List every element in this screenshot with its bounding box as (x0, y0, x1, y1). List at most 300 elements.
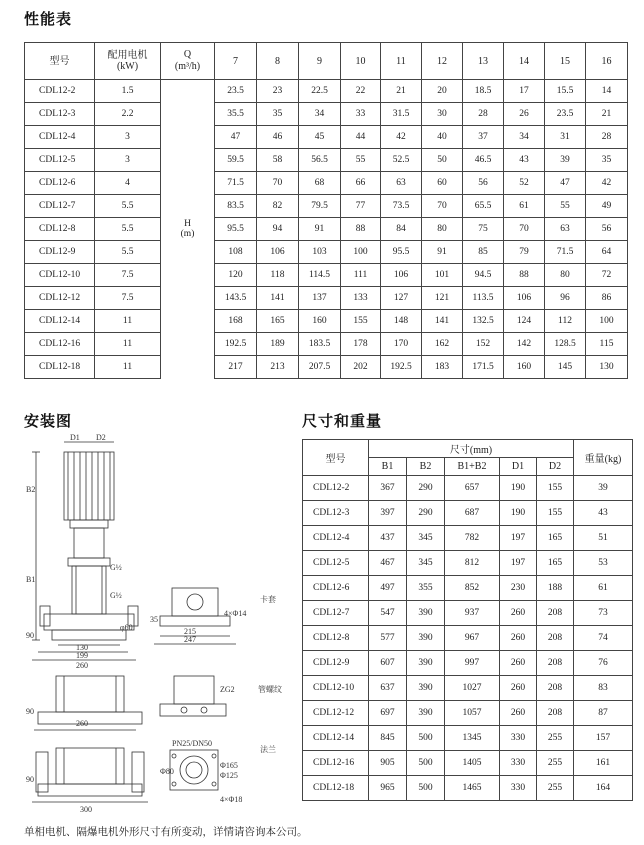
cell-head: 80 (545, 264, 586, 287)
dim-cell-weight: 74 (574, 626, 633, 651)
cell-power: 5.5 (95, 241, 161, 264)
cell-power: 1.5 (95, 80, 161, 103)
flow-header: 13 (463, 43, 504, 80)
dim-cell-value: 782 (445, 526, 500, 551)
dim-cell-value: 1345 (445, 726, 500, 751)
cell-head: 112 (545, 310, 586, 333)
header-flow (161, 43, 215, 80)
cell-head: 46.5 (463, 149, 504, 172)
header-model: 型号 (25, 43, 95, 80)
label-d2: D2 (96, 433, 106, 442)
cell-head: 111 (341, 264, 381, 287)
cell-head: 71.5 (215, 172, 257, 195)
thread-pump-view (56, 676, 124, 712)
dim-cell-value: 390 (407, 701, 445, 726)
dimensions-row (303, 776, 633, 801)
dim-cell-value: 1027 (445, 676, 500, 701)
dim-cell-weight: 87 (574, 701, 633, 726)
cell-power: 11 (95, 310, 161, 333)
cell-head: 94 (257, 218, 299, 241)
dim-cell-weight: 76 (574, 651, 633, 676)
dimensions-row (303, 701, 633, 726)
dimensions-row (303, 576, 633, 601)
flow-header: 15 (545, 43, 586, 80)
cell-head: 160 (504, 356, 545, 379)
pump-stages (72, 566, 106, 614)
dimensions-row (303, 501, 633, 526)
cell-head: 142 (504, 333, 545, 356)
label-phi125: Φ125 (220, 771, 238, 780)
dim-cell-model: CDL12-14 (303, 726, 369, 751)
dim-cell-value: 260 (500, 701, 537, 726)
dim-cell-value: 165 (537, 526, 574, 551)
cell-head: 189 (257, 333, 299, 356)
cell-head: 106 (381, 264, 422, 287)
cell-head: 23 (257, 80, 299, 103)
cell-power: 11 (95, 356, 161, 379)
label-260: 260 (76, 661, 88, 670)
dim-cell-value: 330 (500, 776, 537, 801)
label-300: 300 (80, 805, 92, 814)
label-zg2: ZG2 (220, 685, 235, 694)
cell-head: 60 (422, 172, 463, 195)
cell-head: 137 (299, 287, 341, 310)
cell-head: 114.5 (299, 264, 341, 287)
dim-cell-value: 500 (407, 726, 445, 751)
cell-head: 63 (381, 172, 422, 195)
cell-head: 49 (586, 195, 628, 218)
cell-head: 17 (504, 80, 545, 103)
installation-title: 安装图 (24, 412, 73, 430)
performance-row (25, 264, 628, 287)
performance-title: 性能表 (24, 10, 73, 28)
dim-cell-value: 500 (407, 751, 445, 776)
cell-head: 47 (545, 172, 586, 195)
cell-head: 35 (586, 149, 628, 172)
label-thread: 管螺纹 (258, 685, 282, 694)
cell-model: CDL12-12 (25, 287, 95, 310)
cell-head: 42 (586, 172, 628, 195)
dim-cell-value: 607 (369, 651, 407, 676)
cell-head: 64 (586, 241, 628, 264)
dim-header-model: 型号 (303, 440, 369, 476)
header-motor-unit: (kW) (116, 61, 139, 72)
cell-power: 7.5 (95, 264, 161, 287)
installation-drawing (24, 430, 294, 815)
label-130: 130 (76, 643, 88, 652)
cell-head: 178 (341, 333, 381, 356)
flow-header: 14 (504, 43, 545, 80)
dim-cell-model: CDL12-7 (303, 601, 369, 626)
cell-head: 94.5 (463, 264, 504, 287)
dim-col-header: D1 (500, 458, 537, 476)
cell-head: 73.5 (381, 195, 422, 218)
cell-model: CDL12-2 (25, 80, 95, 103)
cell-model: CDL12-10 (25, 264, 95, 287)
dim-cell-value: 345 (407, 526, 445, 551)
cell-head: 18.5 (463, 80, 504, 103)
cell-head: 40 (422, 126, 463, 149)
cell-model: CDL12-5 (25, 149, 95, 172)
pump-coupling (74, 528, 104, 558)
dim-cell-value: 397 (369, 501, 407, 526)
dimensions-row (303, 601, 633, 626)
performance-row (25, 333, 628, 356)
cell-head: 72 (586, 264, 628, 287)
dim-cell-value: 657 (445, 476, 500, 501)
cell-head: 170 (381, 333, 422, 356)
cell-head: 45 (299, 126, 341, 149)
cell-head: 162 (422, 333, 463, 356)
dim-cell-model: CDL12-16 (303, 751, 369, 776)
cell-head: 59.5 (215, 149, 257, 172)
cell-head: 96 (545, 287, 586, 310)
cell-head: 88 (504, 264, 545, 287)
label-90: 90 (26, 631, 34, 640)
cell-model: CDL12-16 (25, 333, 95, 356)
cell-power: 5.5 (95, 218, 161, 241)
dim-cell-value: 637 (369, 676, 407, 701)
performance-row (25, 218, 628, 241)
dim-cell-value: 255 (537, 751, 574, 776)
dim-cell-value: 390 (407, 626, 445, 651)
cell-head: 71.5 (545, 241, 586, 264)
dim-cell-value: 697 (369, 701, 407, 726)
dimensions-row (303, 751, 633, 776)
dim-cell-value: 260 (500, 626, 537, 651)
cell-head: 132.5 (463, 310, 504, 333)
dimensions-row (303, 551, 633, 576)
cell-power: 4 (95, 172, 161, 195)
cell-head: 35.5 (215, 103, 257, 126)
cell-head: 82 (257, 195, 299, 218)
cell-head: 106 (504, 287, 545, 310)
dim-cell-value: 1465 (445, 776, 500, 801)
cell-head: 95.5 (381, 241, 422, 264)
dim-cell-value: 197 (500, 526, 537, 551)
header-motor-label: 配用电机 (107, 50, 148, 61)
flow-header: 9 (299, 43, 341, 80)
dim-cell-value: 500 (407, 776, 445, 801)
dim-cell-model: CDL12-9 (303, 651, 369, 676)
label-phi80: Φ80 (160, 767, 174, 776)
cell-head: 120 (215, 264, 257, 287)
label-g-top: G½ (110, 563, 122, 572)
cell-head: 56 (586, 218, 628, 241)
cell-head: 55 (341, 149, 381, 172)
dim-cell-value: 330 (500, 726, 537, 751)
cell-head: 44 (341, 126, 381, 149)
cell-head: 202 (341, 356, 381, 379)
dim-cell-model: CDL12-6 (303, 576, 369, 601)
cell-model: CDL12-9 (25, 241, 95, 264)
dim-cell-value: 367 (369, 476, 407, 501)
cell-head: 33 (341, 103, 381, 126)
cell-head: 39 (545, 149, 586, 172)
dim-cell-value: 190 (500, 501, 537, 526)
dim-cell-value: 965 (369, 776, 407, 801)
cell-head: 66 (341, 172, 381, 195)
cell-power: 3 (95, 149, 161, 172)
cell-head: 56.5 (299, 149, 341, 172)
dim-cell-value: 937 (445, 601, 500, 626)
cell-head: 52 (504, 172, 545, 195)
cell-head: 127 (381, 287, 422, 310)
dim-cell-model: CDL12-2 (303, 476, 369, 501)
performance-row (25, 356, 628, 379)
label-215: 215 (184, 627, 196, 636)
flow-header: 16 (586, 43, 628, 80)
cell-head: 34 (299, 103, 341, 126)
performance-row (25, 287, 628, 310)
dimensions-title: 尺寸和重量 (302, 412, 383, 430)
cell-model: CDL12-14 (25, 310, 95, 333)
cell-head: 61 (504, 195, 545, 218)
cell-head: 192.5 (381, 356, 422, 379)
dim-cell-weight: 53 (574, 551, 633, 576)
cell-head: 101 (422, 264, 463, 287)
label-199: 199 (76, 651, 88, 660)
dimensions-row (303, 651, 633, 676)
cell-head: 23.5 (545, 103, 586, 126)
cell-model: CDL12-4 (25, 126, 95, 149)
cell-head: 155 (341, 310, 381, 333)
cell-model: CDL12-6 (25, 172, 95, 195)
cell-head: 79.5 (299, 195, 341, 218)
cell-head: 183.5 (299, 333, 341, 356)
dim-cell-value: 188 (537, 576, 574, 601)
label-holes: 4×Φ14 (224, 609, 247, 618)
cell-head: 75 (463, 218, 504, 241)
dim-cell-value: 390 (407, 651, 445, 676)
label-g-bottom: G½ (110, 591, 122, 600)
dim-cell-value: 905 (369, 751, 407, 776)
flow-header: 12 (422, 43, 463, 80)
dim-cell-value: 845 (369, 726, 407, 751)
dim-cell-value: 208 (537, 701, 574, 726)
cell-head: 88 (341, 218, 381, 241)
dim-cell-value: 208 (537, 601, 574, 626)
dim-cell-model: CDL12-4 (303, 526, 369, 551)
performance-row (25, 310, 628, 333)
dim-cell-model: CDL12-10 (303, 676, 369, 701)
cell-head: 145 (545, 356, 586, 379)
dim-cell-value: 355 (407, 576, 445, 601)
label-flange: 法兰 (260, 745, 276, 754)
dim-cell-model: CDL12-8 (303, 626, 369, 651)
cell-head: 168 (215, 310, 257, 333)
cell-head: 77 (341, 195, 381, 218)
cell-head: 108 (215, 241, 257, 264)
cell-head: 217 (215, 356, 257, 379)
cell-head: 100 (341, 241, 381, 264)
performance-row (25, 241, 628, 264)
dim-cell-value: 208 (537, 651, 574, 676)
dimensions-row (303, 526, 633, 551)
cell-head: 183 (422, 356, 463, 379)
cell-head: 103 (299, 241, 341, 264)
flow-header: 7 (215, 43, 257, 80)
cell-model: CDL12-7 (25, 195, 95, 218)
dim-cell-value: 208 (537, 676, 574, 701)
dim-col-header: D2 (537, 458, 574, 476)
cell-head: 148 (381, 310, 422, 333)
cell-model: CDL12-18 (25, 356, 95, 379)
cell-head: 56 (463, 172, 504, 195)
dim-col-header: B1+B2 (445, 458, 500, 476)
dim-cell-value: 467 (369, 551, 407, 576)
dim-cell-value: 997 (445, 651, 500, 676)
cell-head: 22.5 (299, 80, 341, 103)
dim-cell-weight: 51 (574, 526, 633, 551)
cell-head: 85 (463, 241, 504, 264)
dim-cell-model: CDL12-3 (303, 501, 369, 526)
label-247: 247 (184, 635, 196, 644)
dim-cell-value: 437 (369, 526, 407, 551)
dim-cell-weight: 39 (574, 476, 633, 501)
cell-head: 58 (257, 149, 299, 172)
cell-head: 124 (504, 310, 545, 333)
cell-head: 115 (586, 333, 628, 356)
cell-head: 141 (257, 287, 299, 310)
dim-cell-value: 290 (407, 501, 445, 526)
cell-head: 65.5 (463, 195, 504, 218)
dim-cell-value: 260 (500, 601, 537, 626)
dimensions-row (303, 626, 633, 651)
cell-head: 207.5 (299, 356, 341, 379)
dim-cell-value: 197 (500, 551, 537, 576)
cell-head: 133 (341, 287, 381, 310)
cell-head: 192.5 (215, 333, 257, 356)
cell-head: 34 (504, 126, 545, 149)
cell-head: 84 (381, 218, 422, 241)
dim-cell-value: 1057 (445, 701, 500, 726)
cell-power: 3 (95, 126, 161, 149)
cell-head: 22 (341, 80, 381, 103)
cell-head: 42 (381, 126, 422, 149)
cell-head: 128.5 (545, 333, 586, 356)
dim-cell-value: 165 (537, 551, 574, 576)
dim-cell-weight: 157 (574, 726, 633, 751)
header-flow-label: Q (183, 49, 192, 60)
flange-pump-view (56, 748, 124, 784)
label-90c: 90 (26, 775, 34, 784)
cell-head: 86 (586, 287, 628, 310)
cell-head: 63 (545, 218, 586, 241)
dim-header-weight: 重量(kg) (574, 440, 633, 476)
dim-cell-value: 155 (537, 501, 574, 526)
label-phi60: φ60 (120, 623, 133, 632)
cell-power: 7.5 (95, 287, 161, 310)
cell-head: 35 (257, 103, 299, 126)
performance-row (25, 149, 628, 172)
label-pn: PN25/DN50 (172, 739, 213, 748)
dim-cell-value: 687 (445, 501, 500, 526)
dim-cell-value: 230 (500, 576, 537, 601)
flow-header: 10 (341, 43, 381, 80)
dim-cell-value: 390 (407, 601, 445, 626)
cell-head: 26 (504, 103, 545, 126)
cell-power: 2.2 (95, 103, 161, 126)
dim-cell-weight: 43 (574, 501, 633, 526)
cell-head: 70 (422, 195, 463, 218)
dim-cell-value: 1405 (445, 751, 500, 776)
cell-head-label (161, 80, 215, 379)
dim-cell-weight: 83 (574, 676, 633, 701)
cell-head: 55 (545, 195, 586, 218)
dim-cell-value: 345 (407, 551, 445, 576)
dimensions-row (303, 476, 633, 501)
dim-cell-value: 260 (500, 651, 537, 676)
cell-head: 79 (504, 241, 545, 264)
dim-cell-value: 330 (500, 751, 537, 776)
dim-cell-value: 967 (445, 626, 500, 651)
head-label: H (184, 219, 191, 230)
header-flow-unit: (m³/h) (174, 61, 201, 72)
dimensions-table (302, 439, 633, 801)
cell-head: 113.5 (463, 287, 504, 310)
dim-cell-value: 255 (537, 776, 574, 801)
cell-head: 100 (586, 310, 628, 333)
motor-body (64, 452, 114, 520)
performance-table (24, 42, 628, 379)
cell-model: CDL12-3 (25, 103, 95, 126)
cell-head: 31 (545, 126, 586, 149)
dim-col-header: B2 (407, 458, 445, 476)
clamp-view (172, 588, 218, 616)
cell-head: 28 (463, 103, 504, 126)
cell-head: 21 (381, 80, 422, 103)
cell-head: 160 (299, 310, 341, 333)
dim-cell-value: 852 (445, 576, 500, 601)
dimensions-header-row (303, 440, 633, 458)
dim-cell-weight: 161 (574, 751, 633, 776)
performance-row (25, 195, 628, 218)
cell-head: 106 (257, 241, 299, 264)
dim-cell-value: 390 (407, 676, 445, 701)
cell-head: 52.5 (381, 149, 422, 172)
performance-row (25, 172, 628, 195)
cell-head: 23.5 (215, 80, 257, 103)
header-motor (95, 43, 161, 80)
label-b2: B2 (26, 485, 36, 494)
cell-head: 91 (422, 241, 463, 264)
dim-cell-model: CDL12-12 (303, 701, 369, 726)
cell-head: 15.5 (545, 80, 586, 103)
label-b1: B1 (26, 575, 36, 584)
label-90b: 90 (26, 707, 34, 716)
cell-head: 95.5 (215, 218, 257, 241)
dim-header-size: 尺寸(mm) (369, 440, 574, 458)
dimensions-row (303, 676, 633, 701)
cell-head: 50 (422, 149, 463, 172)
dim-cell-value: 812 (445, 551, 500, 576)
cell-head: 37 (463, 126, 504, 149)
dimensions-row (303, 726, 633, 751)
label-clamp: 卡套 (260, 595, 276, 604)
dim-col-header: B1 (369, 458, 407, 476)
head-unit: (m) (180, 229, 195, 240)
cell-head: 141 (422, 310, 463, 333)
cell-head: 46 (257, 126, 299, 149)
cell-head: 165 (257, 310, 299, 333)
dim-cell-model: CDL12-18 (303, 776, 369, 801)
cell-head: 91 (299, 218, 341, 241)
flow-header: 8 (257, 43, 299, 80)
cell-head: 47 (215, 126, 257, 149)
cell-head: 130 (586, 356, 628, 379)
dim-cell-value: 547 (369, 601, 407, 626)
